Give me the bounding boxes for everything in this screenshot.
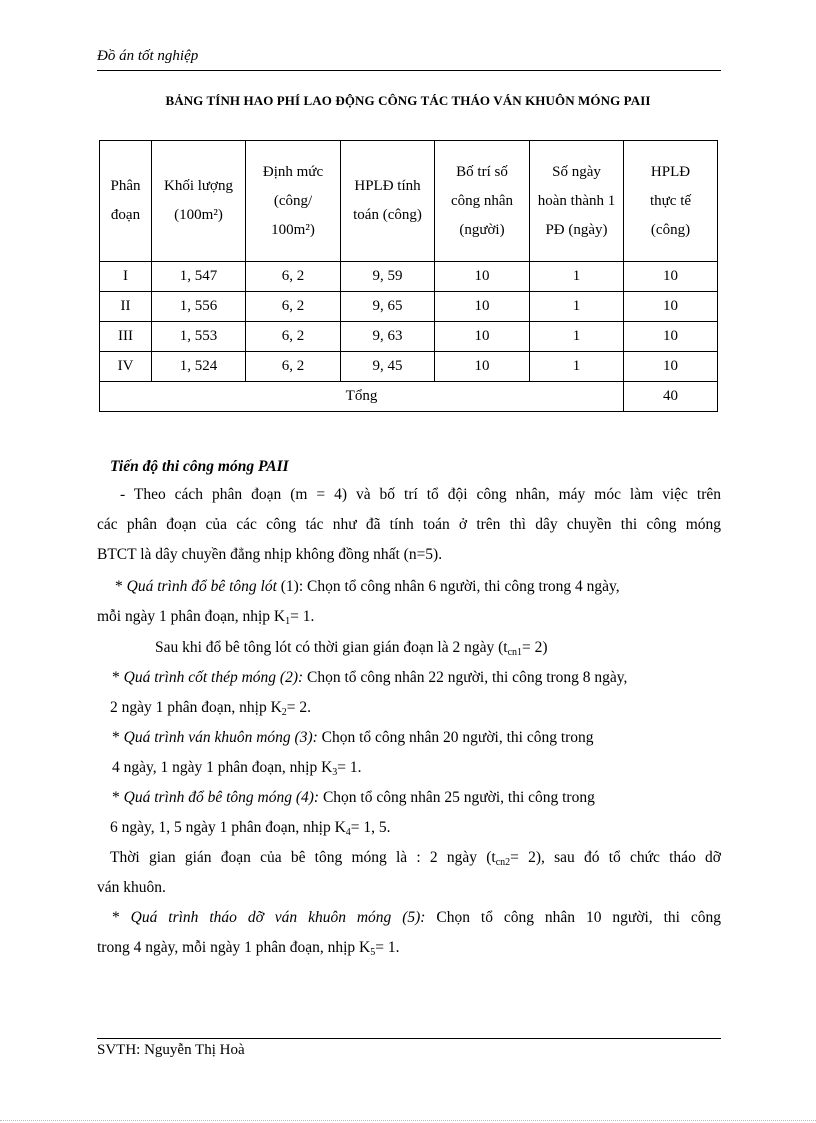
table-cell: 1, 556 [152, 292, 246, 322]
table-cell: 1, 524 [152, 352, 246, 382]
col-header-hpld-thuc-te: HPLĐ thực tế (công) [624, 141, 718, 262]
table-cell: IV [100, 352, 152, 382]
process-4-line-2: 6 ngày, 1, 5 ngày 1 phân đoạn, nhịp $K_4= 1$, 5. [110, 819, 391, 838]
process-5-line: * Quá trình tháo dỡ ván khuôn móng (5): Chọn tổ công nhân 10 người, thi công [112, 909, 721, 926]
table-row [100, 292, 718, 322]
process-4-label: Quá trình đổ bê tông móng (4): [123, 789, 320, 806]
gap-2-line-2: ván khuôn. [97, 879, 166, 896]
table-cell: 1 [530, 292, 624, 322]
table-cell: 6, 2 [246, 262, 341, 292]
paragraph-line: các phân đoạn của các công tác như đã tính toán ở trên thì dây chuyền thi công móng [97, 516, 721, 533]
table-cell: I [100, 262, 152, 292]
table-cell: III [100, 322, 152, 352]
labor-table [99, 140, 718, 412]
col-header-phan-doan: Phân đoạn [100, 141, 152, 262]
process-3-label: Quá trình ván khuôn móng (3): [123, 729, 318, 746]
process-5-line-2: trong 4 ngày, mỗi ngày 1 phân đoạn, nhịp $K_5= 1$. [97, 939, 400, 958]
table-cell: 6, 2 [246, 292, 341, 322]
process-2-label: Quá trình cốt thép móng (2): [123, 669, 304, 686]
table-cell: 10 [624, 292, 718, 322]
page-bottom-border [0, 1120, 816, 1121]
process-3-line: * Quá trình ván khuôn móng (3): Chọn tổ công nhân 20 người, thi công trong [112, 729, 594, 746]
col-header-hpld-tinh-toan: HPLĐ tính toán (công) [341, 141, 435, 262]
table-cell: II [100, 292, 152, 322]
table-cell: 10 [624, 352, 718, 382]
section-heading: Tiến độ thi công móng PAII [110, 458, 289, 475]
header-rule [97, 70, 721, 71]
table-total-row [100, 382, 718, 412]
paragraph-line: BTCT là dây chuyền đẳng nhịp không đồng nhất (n=5). [97, 546, 443, 563]
process-1-label: Quá trình đổ bê tông lót [126, 578, 277, 595]
table-row [100, 352, 718, 382]
process-3-line-2: 4 ngày, 1 ngày 1 phân đoạn, nhịp $K_3= 1$. [112, 759, 362, 778]
paragraph-line: - Theo cách phân đoạn (m = 4) và bố trí tổ đội công nhân, máy móc làm việc trên [120, 486, 721, 503]
table-cell: 9, 63 [341, 322, 435, 352]
table-header-row [100, 141, 718, 262]
total-value: 40 [624, 382, 718, 412]
table-cell: 9, 59 [341, 262, 435, 292]
col-header-khoi-luong: Khối lượng (100m²) [152, 141, 246, 262]
table-cell: 10 [624, 262, 718, 292]
footer-author: SVTH: Nguyễn Thị Hoà [97, 1042, 245, 1058]
process-2-line-2: 2 ngày 1 phân đoạn, nhịp $K_2= 2$. [110, 699, 312, 718]
total-label: Tổng [100, 382, 624, 412]
table-cell: 6, 2 [246, 322, 341, 352]
col-header-dinh-muc: Định mức (công/ 100m²) [246, 141, 341, 262]
gap-2-line: Thời gian gián đoạn của bê tông móng là : 2 ngày $(t_{cn2}= 2)$, sau đó tổ chức tháo dỡ [110, 849, 721, 868]
table-cell: 10 [624, 322, 718, 352]
col-header-bo-tri: Bố trí số công nhân (người) [435, 141, 530, 262]
table-title: BẢNG TÍNH HAO PHÍ LAO ĐỘNG CÔNG TÁC THÁO VÁN KHUÔN MÓNG PAII [165, 93, 651, 108]
table-cell: 1, 547 [152, 262, 246, 292]
table-cell: 1, 553 [152, 322, 246, 352]
process-1-line-2: mỗi ngày 1 phân đoạn, nhịp $K_1= 1$. [97, 608, 315, 627]
col-header-so-ngay: Số ngày hoàn thành 1 PĐ (ngày) [530, 141, 624, 262]
table-cell: 9, 65 [341, 292, 435, 322]
process-1-line: * Quá trình đổ bê tông lót (1): Chọn tổ công nhân 6 người, thi công trong 4 ngày, [115, 578, 620, 595]
table-row [100, 262, 718, 292]
table-cell: 6, 2 [246, 352, 341, 382]
page-header: Đồ án tốt nghiệp [97, 48, 199, 64]
table-cell: 1 [530, 352, 624, 382]
process-5-label: Quá trình tháo dỡ ván khuôn móng (5): [130, 909, 426, 926]
table-cell: 10 [435, 292, 530, 322]
process-4-line: * Quá trình đổ bê tông móng (4): Chọn tổ công nhân 25 người, thi công trong [112, 789, 595, 806]
table-cell: 10 [435, 322, 530, 352]
footer-rule [97, 1038, 721, 1039]
table-cell: 1 [530, 322, 624, 352]
table-row [100, 322, 718, 352]
process-1-text: (1): Chọn tổ công nhân 6 người, thi công trong 4 ngày, [276, 578, 620, 595]
process-2-line: * Quá trình cốt thép móng (2): Chọn tổ công nhân 22 người, thi công trong 8 ngày, [112, 669, 628, 686]
gap-1-line: Sau khi đổ bê tông lót có thời gian gián đoạn là 2 ngày $(t_{cn1}= 2)$ [155, 639, 548, 658]
table-cell: 10 [435, 352, 530, 382]
table-cell: 9, 45 [341, 352, 435, 382]
table-cell: 1 [530, 262, 624, 292]
table-cell: 10 [435, 262, 530, 292]
